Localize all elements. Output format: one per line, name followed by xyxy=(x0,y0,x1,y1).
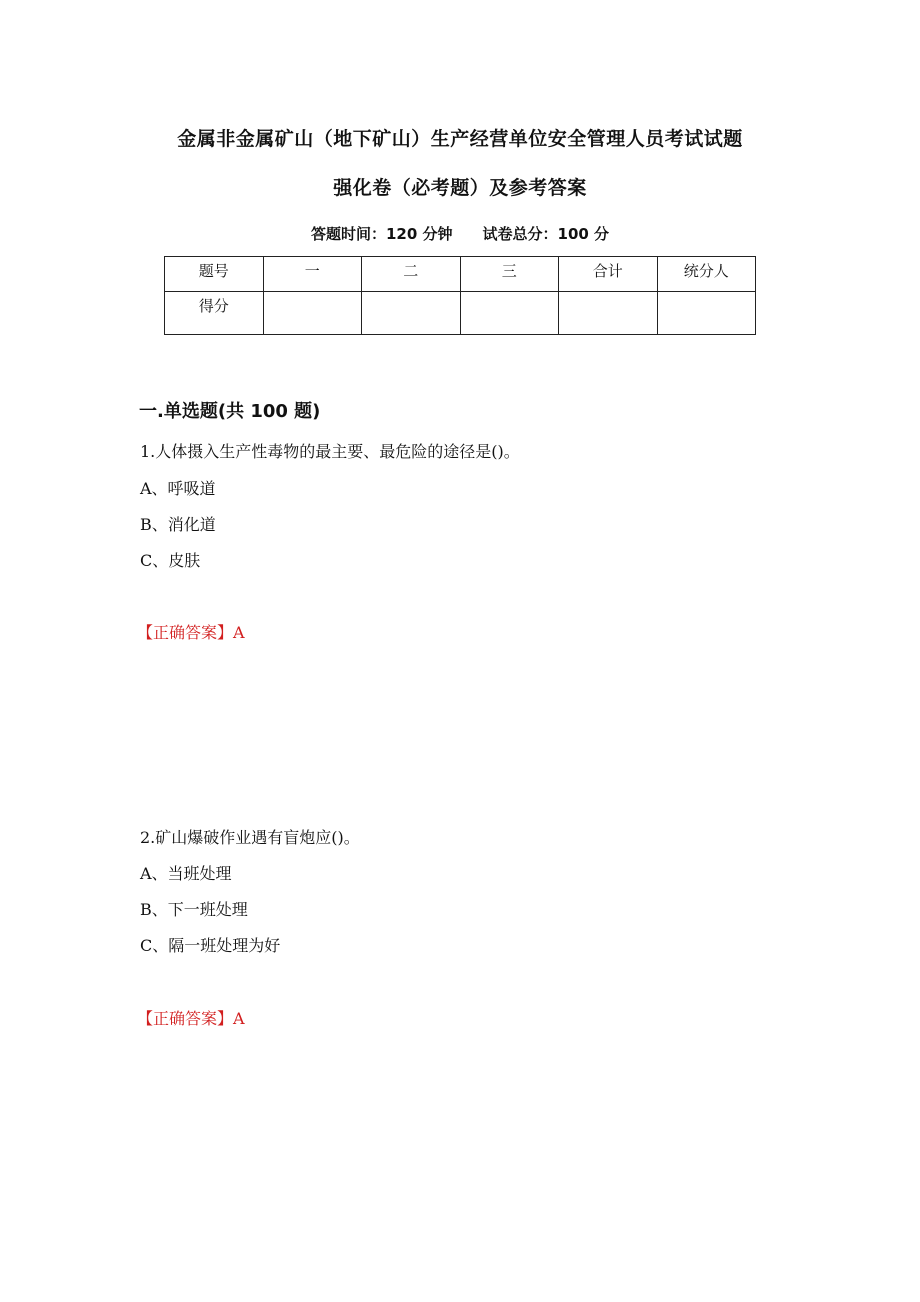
document-title-line-1: 金属非金属矿山（地下矿山）生产经营单位安全管理人员考试试题 xyxy=(177,128,743,150)
score-header-cell: 一 xyxy=(263,257,362,292)
score-header-cell: 合计 xyxy=(559,257,658,292)
score-header-cell: 题号 xyxy=(165,257,264,292)
question-option: C、皮肤 xyxy=(140,551,201,570)
score-row-label: 得分 xyxy=(165,292,264,335)
score-table-header-row xyxy=(165,257,756,292)
exam-total-score: 试卷总分：100 分 xyxy=(482,225,610,243)
score-cell xyxy=(559,292,658,335)
exam-meta xyxy=(0,223,920,244)
score-header-cell: 二 xyxy=(362,257,461,292)
question-option: A、呼吸道 xyxy=(140,479,216,498)
question-option: B、下一班处理 xyxy=(140,900,248,919)
question-option: A、当班处理 xyxy=(140,864,232,883)
correct-answer: 【正确答案】A xyxy=(137,623,245,642)
question-text: 1.人体摄入生产性毒物的最主要、最危险的途径是()。 xyxy=(140,442,520,461)
correct-answer: 【正确答案】A xyxy=(137,1009,245,1028)
document-title-line-2: 强化卷（必考题）及参考答案 xyxy=(333,177,587,199)
score-cell xyxy=(460,292,559,335)
question-option: B、消化道 xyxy=(140,515,216,534)
section-title: 一.单选题(共 100 题) xyxy=(139,401,321,422)
score-header-cell: 统分人 xyxy=(657,257,756,292)
score-table-score-row xyxy=(165,292,756,335)
exam-time: 答题时间：120 分钟 xyxy=(310,225,453,243)
score-cell xyxy=(263,292,362,335)
question-option: C、隔一班处理为好 xyxy=(140,936,281,955)
score-table xyxy=(164,256,756,335)
score-cell xyxy=(657,292,756,335)
score-cell xyxy=(362,292,461,335)
question-text: 2.矿山爆破作业遇有盲炮应()。 xyxy=(140,828,360,847)
score-header-cell: 三 xyxy=(460,257,559,292)
